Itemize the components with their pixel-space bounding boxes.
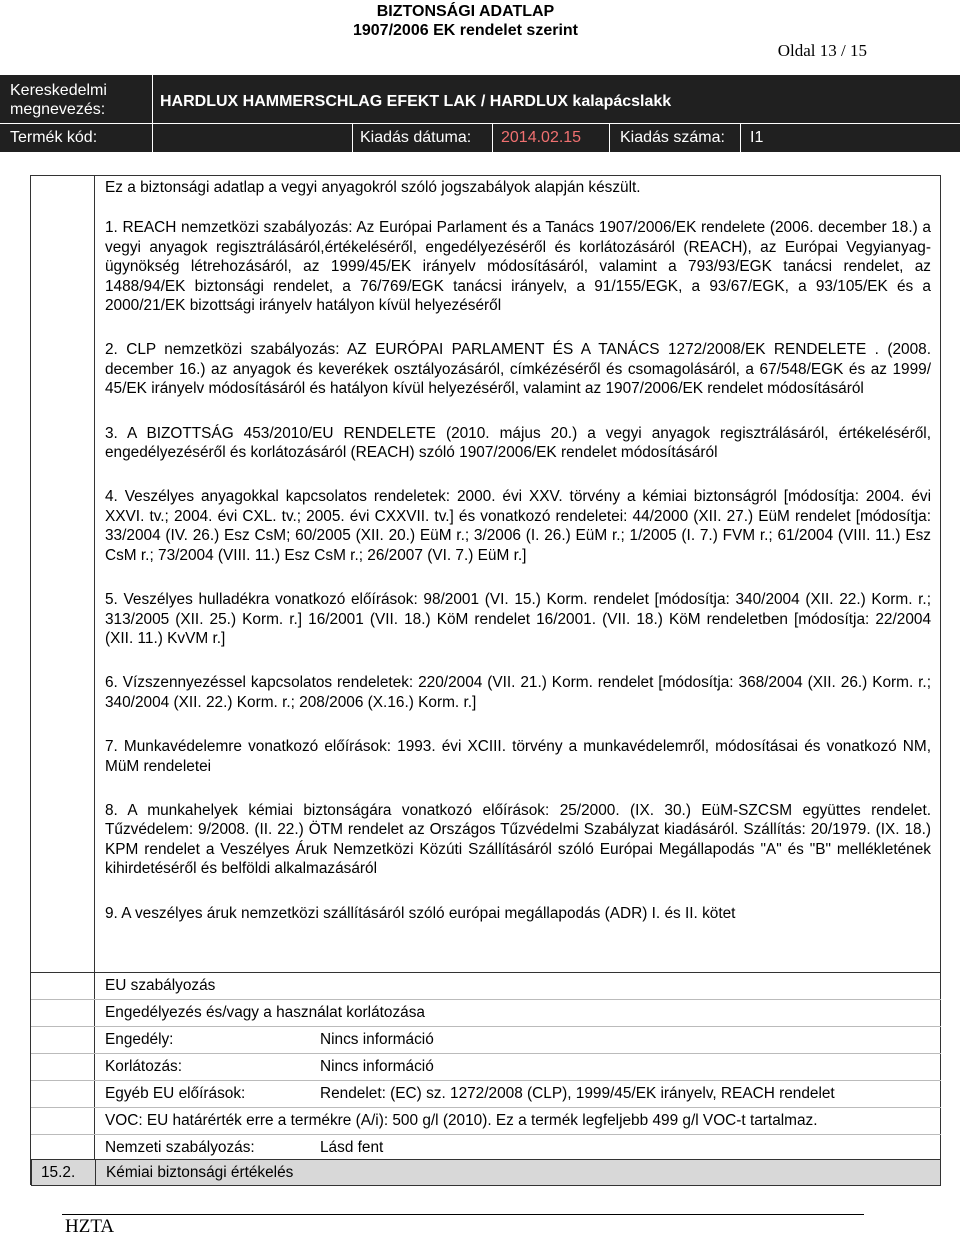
issue-number-value: I1 — [750, 129, 764, 146]
trade-name-label: Kereskedelmi megnevezés: — [10, 82, 107, 118]
column-divider — [94, 1000, 95, 1026]
page-number: Oldal 13 / 15 — [777, 41, 867, 60]
column-divider — [94, 1027, 95, 1053]
legislation-item: 4. Veszélyes anyagokkal kapcsolatos rendeletek: 2000. évi XXV. törvény a kémiai biztonságról [módosítja: 2004. évi XXVI. tv.; 2004. évi CXL. tv.; 2005. évi CXXVII. tv.] és vonatkozó rendeletei: 44/2000 (XII. 27.) EüM rendelet [módosítja: 33/2004 (IV. 26.) Esz CsM; 60/2005 (XII. 20.) EüM r.; 3/2006 (I. 26.) EüM r.; 1/2005 (I. 7.) FVM r.; 61/2004 (VIII. 11.) Esz CsM r.; 73/2004 (VIII. 11.) Esz CsM r.; 26/2007 (VI. 7.) EüM r.] — [105, 488, 931, 564]
divider — [492, 124, 493, 152]
document-subtitle: 1907/2006 EK rendelet szerint — [352, 22, 578, 39]
column-divider — [94, 1081, 95, 1107]
document-title: BIZTONSÁGI ADATLAP — [376, 3, 555, 20]
trade-name-row — [0, 75, 960, 123]
divider — [152, 75, 153, 123]
authorization-row — [31, 999, 941, 1026]
issue-date-label: Kiadás dátuma: — [360, 129, 472, 146]
divider — [740, 124, 741, 152]
section-number: 15.2. — [41, 1164, 76, 1181]
legislation-item: 3. A BIZOTTSÁG 453/2010/EU RENDELETE (2010. május 20.) a vegyi anyagok regisztrálásáról, értékeléséről, engedélyezéséről és korlátozásáról (REACH) szóló 1907/2006/EK rendelet módosításáról — [105, 424, 931, 462]
other-eu-value: Rendelet: (EC) sz. 1272/2008 (CLP), 1999/45/EK irányelv, REACH rendelet — [320, 1085, 835, 1102]
trade-name-value: HARDLUX HAMMERSCHLAG EFEKT LAK / HARDLUX kalapácslakk — [160, 93, 672, 110]
restriction-row — [31, 1053, 941, 1080]
national-value: Lásd fent — [320, 1139, 384, 1156]
legislation-item: 7. Munkavédelemre vonatkozó előírások: 1993. évi XCIII. törvény a munkavédelemről, módosításai és vonatkozó NM, MüM rendeletei — [105, 738, 931, 775]
section-title: Kémiai biztonsági értékelés — [106, 1164, 294, 1181]
issue-date-value: 2014.02.15 — [501, 129, 582, 146]
footer-rule — [62, 1214, 864, 1215]
eu-regulation-row — [31, 972, 941, 999]
national-label: Nemzeti szabályozás: — [105, 1139, 255, 1156]
eu-regulation-title: EU szabályozás — [105, 977, 216, 994]
issue-row — [0, 124, 960, 152]
column-divider — [94, 1108, 95, 1134]
restriction-value: Nincs információ — [320, 1058, 434, 1075]
product-code-label: Termék kód: — [10, 129, 98, 146]
restriction-label: Korlátozás: — [105, 1058, 182, 1075]
other-eu-label: Egyéb EU előírások: — [105, 1085, 246, 1102]
issue-number-label: Kiadás száma: — [620, 129, 725, 146]
voc-row — [31, 1107, 941, 1134]
divider — [352, 124, 353, 152]
column-divider — [94, 1054, 95, 1080]
divider — [152, 124, 153, 152]
legislation-item: 6. Vízszennyezéssel kapcsolatos rendeletek: 220/2004 (VII. 21.) Korm. rendelet [módosítja: 368/2004 (XII. 26.) Korm. r.; 340/2004 (XII. 22.) Korm. r.; 208/2006 (X.16.) Korm. r.] — [105, 674, 931, 711]
permit-label: Engedély: — [105, 1031, 174, 1048]
national-row — [31, 1134, 941, 1161]
legislation-item: 5. Veszélyes hulladékra vonatkozó előírások: 98/2001 (VI. 15.) Korm. rendelet [módosítja: 340/2004 (XII. 22.) Korm. r.; 313/2005 (XII. 25.) Korm. r.] 16/2001 (VII. 18.) KöM rendelet 16/2001. (VII. 18.) KöM rendeletben [módosítja: 22/2004 (XII. 11.) KvVM r.] — [105, 591, 931, 647]
legislation-item: 9. A veszélyes áruk nemzetközi szállításáról szóló európai megállapodás (ADR) I. és II. kötet — [105, 904, 736, 922]
section-15-2-row — [31, 1159, 941, 1186]
column-divider — [94, 973, 95, 999]
permit-row — [31, 1026, 941, 1053]
divider — [609, 124, 610, 152]
intro-paragraph: Ez a biztonsági adatlap a vegyi anyagokról szóló jogszabályok alapján készült. — [105, 179, 641, 196]
legislation-item: 1. REACH nemzetközi szabályozás: Az Európai Parlament és a Tanács 1907/2006/EK rendelete (2006. december 18.) a vegyi anyagok regisztrálásáról,értékeléséről, engedélyezéséről és korlátozásáról (REACH), az Európai Vegyianyag-ügynökség létrehozásáról, az 1999/45/EK irányelv módosításáról, valamint a 793/93/EGK tanácsi rendelet, az 1488/94/EK biztonsági rendelet, a 76/769/EGK tanácsi irányelv, a 91/155/EGK, a 93/67/EGK, a 93/105/EK és a 2000/21/EK bizottsági irányelv hatályon kívül helyezéséről — [105, 219, 931, 315]
column-divider — [94, 1135, 95, 1161]
other-eu-row — [31, 1080, 941, 1107]
footer-company: HZTA — [65, 1216, 115, 1237]
permit-value: Nincs információ — [320, 1031, 434, 1048]
legislation-item: 2. CLP nemzetközi szabályozás: AZ EURÓPAI PARLAMENT ÉS A TANÁCS 1272/2008/EK RENDELETE . (2008. december 16.) az anyagok és keverékek osztályozásáról, címkézéséről és csomagolásáról, a 67/548/EGK és az 1999/ 45/EK irányelv módosításáról és hatályon kívül helyezéséről, valamint az 1907/2006/EK rendelet módosításáról — [105, 341, 931, 398]
legislation-text — [105, 178, 931, 948]
voc-text: VOC: EU határérték erre a termékre (A/i): 500 g/l (2010). Ez a termék legfeljebb 499 g/l VOC-t tartalmaz. — [105, 1112, 818, 1129]
legislation-item: 8. A munkahelyek kémiai biztonságára vonatkozó előírások: 25/2000. (IX. 30.) EüM-SZCSM együttes rendelet. Tűzvédelem: 9/2008. (II. 22.) ÖTM rendelet az Országos Tűzvédelmi Szabályzat kiadásáról. Szállítás: 20/1979. (IX. 18.) KPM rendelet a Veszélyes Áruk Nemzetközi Közúti Szállításáról szóló Európai Megállapodás "A" és "B" mellékletének kihirdetéséről és belföldi alkalmazásáról — [105, 801, 931, 878]
column-divider — [94, 176, 95, 973]
authorization-title: Engedélyezés és/vagy a használat korlátozása — [105, 1004, 425, 1021]
column-divider — [95, 1160, 96, 1185]
